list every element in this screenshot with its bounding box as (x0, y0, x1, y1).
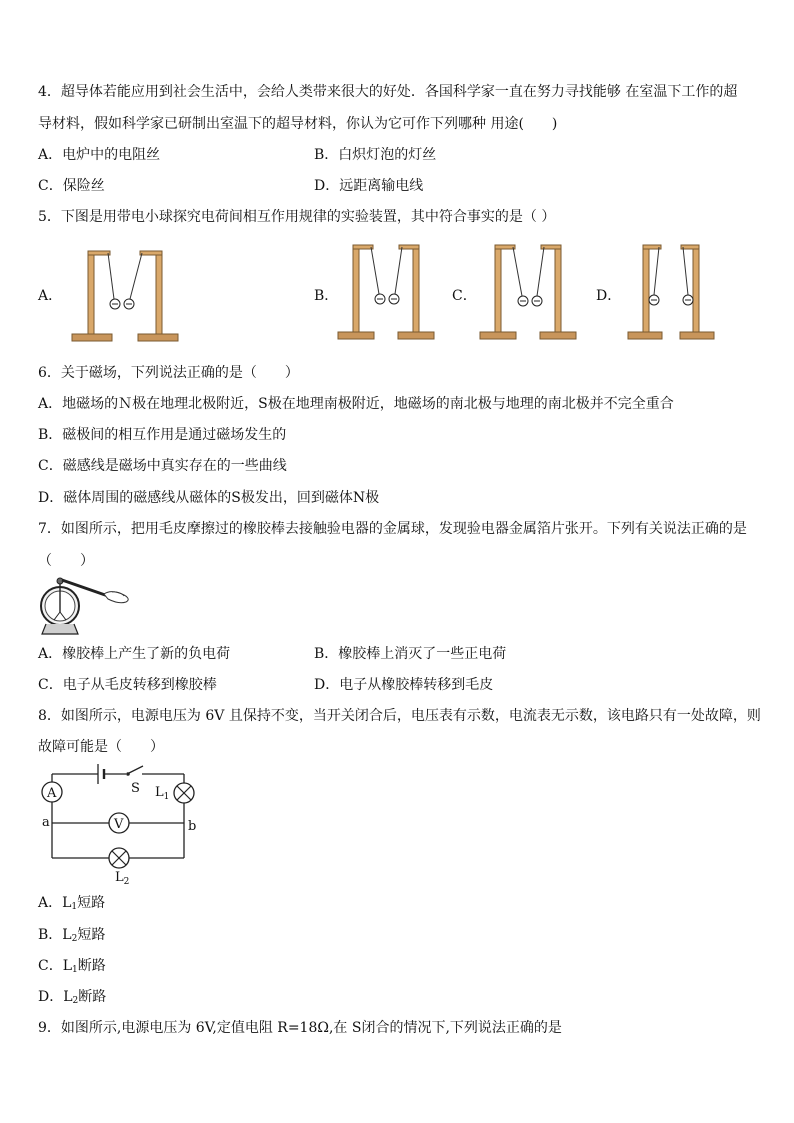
q8-stem-line1: 8．如图所示，电源电压为 6V 且保持不变，当开关闭合后，电压表有示数，电流表无示数，该电路只有一处故障，则 (38, 708, 761, 724)
q8-option-b: B．$L_2$短路 (38, 927, 106, 944)
q5-stem: 5．下图是用带电小球探究电荷间相互作用规律的实验装置，其中符合事实的是（ ） (38, 209, 556, 225)
q5-label-b: B． (314, 288, 339, 304)
q7-option-b: B．橡胶棒上消灭了一些正电荷 (314, 646, 507, 662)
node-a-label: a (42, 815, 50, 830)
q6-option-c: C．磁感线是磁场中真实存在的一些曲线 (38, 458, 287, 474)
q6-option-a: A．地磁场的Ｎ极在地理北极附近，S极在地理南极附近，地磁场的南北极与地理的南北极并不完全重合 (38, 396, 674, 412)
ammeter-label: A (47, 786, 57, 801)
q8-option-c: C．$L_1$断路 (38, 958, 106, 975)
q4-option-b: B．白炽灯泡的灯丝 (314, 147, 437, 163)
q8-circuit-diagram (38, 760, 208, 890)
voltmeter-label: V (114, 817, 124, 832)
q4-option-a: A．电炉中的电阻丝 (38, 147, 161, 163)
q6-stem: 6．关于磁场，下列说法正确的是（ ） (38, 365, 299, 381)
q8-stem-line2: 故障可能是（ ） (38, 739, 164, 755)
q8-option-d: D．$L_2$断路 (38, 989, 107, 1006)
q5-figure-d (626, 242, 716, 342)
q7-option-a: A．橡胶棒上产生了新的负电荷 (38, 646, 231, 662)
q8-option-a: A．$L_1$短路 (38, 895, 106, 912)
q6-option-b: B．磁极间的相互作用是通过磁场发生的 (38, 427, 287, 443)
q5-figure-a (70, 248, 180, 344)
q6-option-d: D．磁体周围的磁感线从磁体的S极发出，回到磁体N极 (38, 490, 380, 506)
node-b-label: b (188, 819, 197, 834)
q4-stem-line1: 4．超导体若能应用到社会生活中，会给人类带来很大的好处．各国科学家一直在努力寻找能够 在室温下工作的超 (38, 84, 738, 100)
q5-label-a: A． (38, 288, 63, 304)
q5-label-c: C． (452, 288, 477, 304)
q4-option-d: D．远距离输电线 (314, 178, 424, 194)
q7-electroscope-figure (38, 572, 134, 638)
q4-stem-line2: 导材料，假如科学家已研制出室温下的超导材料，你认为它可作下列哪种 用途( ) (38, 116, 558, 132)
lamp-l2-label: $L_2$ (115, 870, 130, 887)
q7-option-c: C．电子从毛皮转移到橡胶棒 (38, 677, 217, 693)
q4-option-c: C．保险丝 (38, 178, 105, 194)
q7-stem-line2: （ ） (38, 553, 94, 569)
q7-option-d: D．电子从橡胶棒转移到毛皮 (314, 677, 494, 693)
q5-figure-c (478, 242, 578, 342)
q9-stem: 9．如图所示,电源电压为 6V,定值电阻 R=18Ω,在 S闭合的情况下,下列说法正确的是 (38, 1020, 562, 1036)
q5-figure-b (336, 242, 436, 342)
switch-label: S (131, 781, 140, 796)
q5-label-d: D． (596, 288, 622, 304)
q7-stem-line1: 7．如图所示，把用毛皮摩擦过的橡胶棒去接触验电器的金属球，发现验电器金属箔片张开。下列有关说法正确的是 (38, 521, 747, 537)
lamp-l1-label: $L_1$ (155, 785, 170, 802)
